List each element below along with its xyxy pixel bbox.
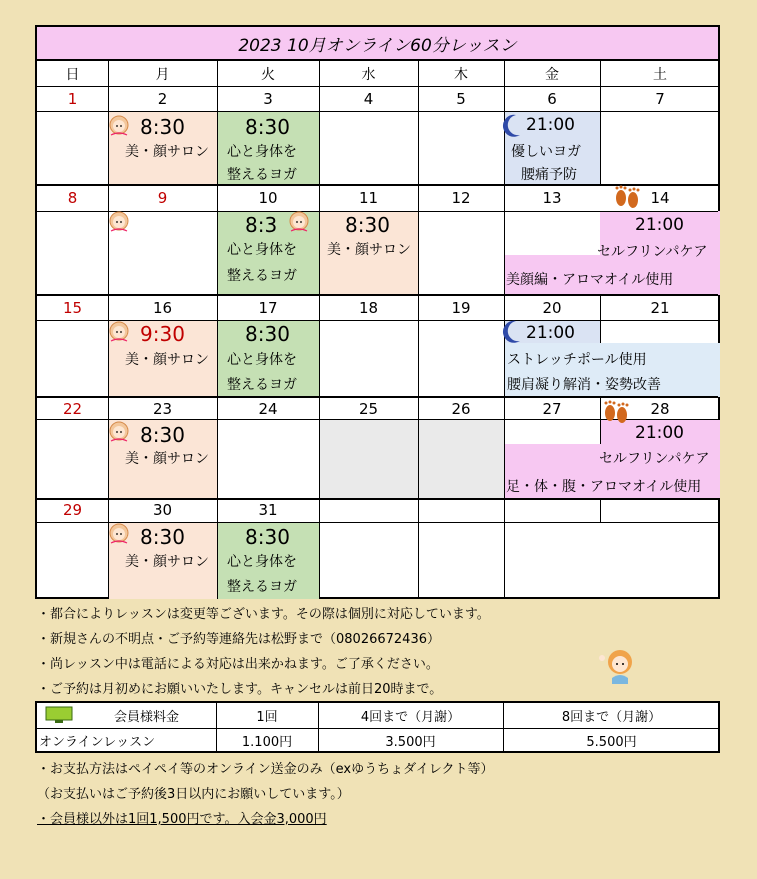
note-line: ・尚レッスン中は電話による対応は出来かねます。ご了承ください。 xyxy=(37,657,439,672)
day-number: 4 xyxy=(363,89,374,108)
note-line: ・ご予約は月初めにお願いいたします。キャンセルは前日20時まで。 xyxy=(37,682,443,697)
day-number: 22 xyxy=(62,399,83,418)
day-number: 7 xyxy=(655,89,665,108)
fee-table xyxy=(35,701,720,753)
day-number xyxy=(319,498,418,522)
lesson-time: 8:30 xyxy=(345,213,390,237)
girl-character-icon xyxy=(101,521,137,553)
day-number: 25 xyxy=(358,399,379,418)
lesson-time: 8:30 xyxy=(245,322,290,346)
lesson-name: 心と身体を xyxy=(227,554,297,570)
day-number: 13 xyxy=(542,189,562,207)
lesson-calendar xyxy=(35,25,720,599)
lesson-time: 8:3 xyxy=(245,213,278,237)
lesson-name: 美・顔サロン xyxy=(327,242,411,258)
waving-girl-icon xyxy=(594,644,640,688)
day-number: 17 xyxy=(258,298,278,317)
fee-single: 1.100円 xyxy=(241,734,293,750)
calendar-title: 2023 10月オンライン60分レッスン xyxy=(37,27,718,60)
lesson-time: 8:30 xyxy=(140,423,185,447)
fee-header-member: 会員様料金 xyxy=(113,710,179,725)
day-number: 24 xyxy=(258,399,278,418)
day-number: 29 xyxy=(62,501,83,519)
day-number: 27 xyxy=(542,399,562,418)
lesson-name: 美・顔サロン xyxy=(125,144,209,160)
lesson-name: 美・顔サロン xyxy=(125,352,209,368)
empty-cell-thu-26 xyxy=(418,420,504,498)
lesson-name: 整えるヨガ xyxy=(227,268,297,284)
fee-header-8times: 8回まで（月謝） xyxy=(561,710,662,725)
note-line: ・都合によりレッスンは変更等ございます。その際は個別に対応しています。 xyxy=(37,607,490,622)
lesson-name: 心と身体を xyxy=(227,352,297,368)
day-number xyxy=(418,498,504,522)
day-number: 14 xyxy=(650,189,670,207)
lesson-name: 整えるヨガ xyxy=(227,579,297,595)
day-number: 5 xyxy=(456,89,466,108)
footprints-icon xyxy=(600,400,632,428)
fee-4times: 3.500円 xyxy=(385,734,436,750)
day-number: 31 xyxy=(258,501,278,519)
day-number: 26 xyxy=(451,399,471,418)
girl-character-icon xyxy=(101,209,137,241)
fee-header-4times: 4回まで（月謝） xyxy=(360,710,461,725)
lesson-name: 心と身体を xyxy=(227,144,297,160)
lesson-name: 腰痛予防 xyxy=(521,167,577,183)
crescent-moon-icon xyxy=(500,319,524,349)
day-number: 15 xyxy=(62,298,83,317)
lesson-detail: 腰肩凝り解消・姿勢改善 xyxy=(507,377,661,393)
day-number: 3 xyxy=(263,89,273,108)
payment-line: ・お支払方法はペイペイ等のオンライン送金のみ（exゆうちょダイレクト等） xyxy=(37,762,494,777)
weekday-sat: 土 xyxy=(653,66,667,83)
empty-cell-wed-25 xyxy=(319,420,418,498)
footprints-icon xyxy=(611,185,643,213)
girl-character-icon xyxy=(101,419,137,451)
day-number: 6 xyxy=(547,89,557,108)
lesson-name: 優しいヨガ xyxy=(511,144,581,160)
lesson-detail: ストレッチポール使用 xyxy=(507,352,647,368)
girl-character-icon xyxy=(101,319,137,351)
day-number: 10 xyxy=(258,189,278,207)
lesson-name: 美・顔サロン xyxy=(125,451,209,467)
lesson-time: 21:00 xyxy=(635,423,684,443)
girl-character-icon xyxy=(281,209,317,241)
day-number: 30 xyxy=(152,501,173,519)
payment-line: ・会員様以外は1回1,500円です。入会金3,000円 xyxy=(37,812,327,827)
weekday-fri: 金 xyxy=(545,66,559,83)
day-number: 9 xyxy=(157,189,168,207)
weekday-tue: 火 xyxy=(261,66,275,83)
lesson-name: 心と身体を xyxy=(227,242,297,258)
fee-8times: 5.500円 xyxy=(586,734,637,750)
lesson-time: 8:30 xyxy=(140,115,185,139)
lesson-detail: 美顔編・アロマオイル使用 xyxy=(506,272,674,288)
lesson-name: セルフリンパケア xyxy=(597,244,708,260)
day-number: 28 xyxy=(650,399,670,418)
lesson-time: 21:00 xyxy=(635,215,684,235)
weekday-sun: 日 xyxy=(65,66,80,83)
weekday-thu: 木 xyxy=(454,66,468,83)
fee-header-single: 1回 xyxy=(256,710,278,725)
weekday-wed: 水 xyxy=(361,66,376,83)
lesson-name: 整えるヨガ xyxy=(227,167,297,183)
crescent-moon-icon xyxy=(500,113,524,143)
weekday-mon: 月 xyxy=(155,66,170,83)
day-number: 19 xyxy=(451,298,471,317)
day-number: 2 xyxy=(157,89,168,108)
day-number: 16 xyxy=(152,298,173,317)
day-number: 18 xyxy=(358,298,379,317)
day-number: 11 xyxy=(358,189,379,207)
day-number xyxy=(600,498,720,522)
lesson-time: 8:30 xyxy=(245,525,290,549)
lesson-time: 21:00 xyxy=(526,115,575,135)
monitor-icon xyxy=(45,706,73,728)
lesson-name: 美・顔サロン xyxy=(125,554,209,570)
note-line: ・新規さんの不明点・ご予約等連絡先は松野まで（08026672436） xyxy=(37,632,440,647)
day-number: 8 xyxy=(67,189,78,207)
day-number xyxy=(504,498,600,522)
lesson-name: 整えるヨガ xyxy=(227,377,297,393)
lesson-time: 9:30 xyxy=(140,322,185,346)
day-number: 20 xyxy=(542,298,562,317)
payment-line: （お支払いはご予約後3日以内にお願いしています。） xyxy=(37,787,350,802)
lesson-time: 8:30 xyxy=(245,115,290,139)
day-number: 21 xyxy=(650,298,670,317)
day-number: 1 xyxy=(67,89,78,108)
lesson-time: 8:30 xyxy=(140,525,185,549)
day-number: 12 xyxy=(451,189,471,207)
day-number: 23 xyxy=(152,399,173,418)
lesson-time: 21:00 xyxy=(526,323,575,343)
lesson-detail: 足・体・腹・アロマオイル使用 xyxy=(506,479,702,495)
lesson-name: セルフリンパケア xyxy=(599,451,710,467)
fee-row-label: オンラインレッスン xyxy=(39,734,156,750)
